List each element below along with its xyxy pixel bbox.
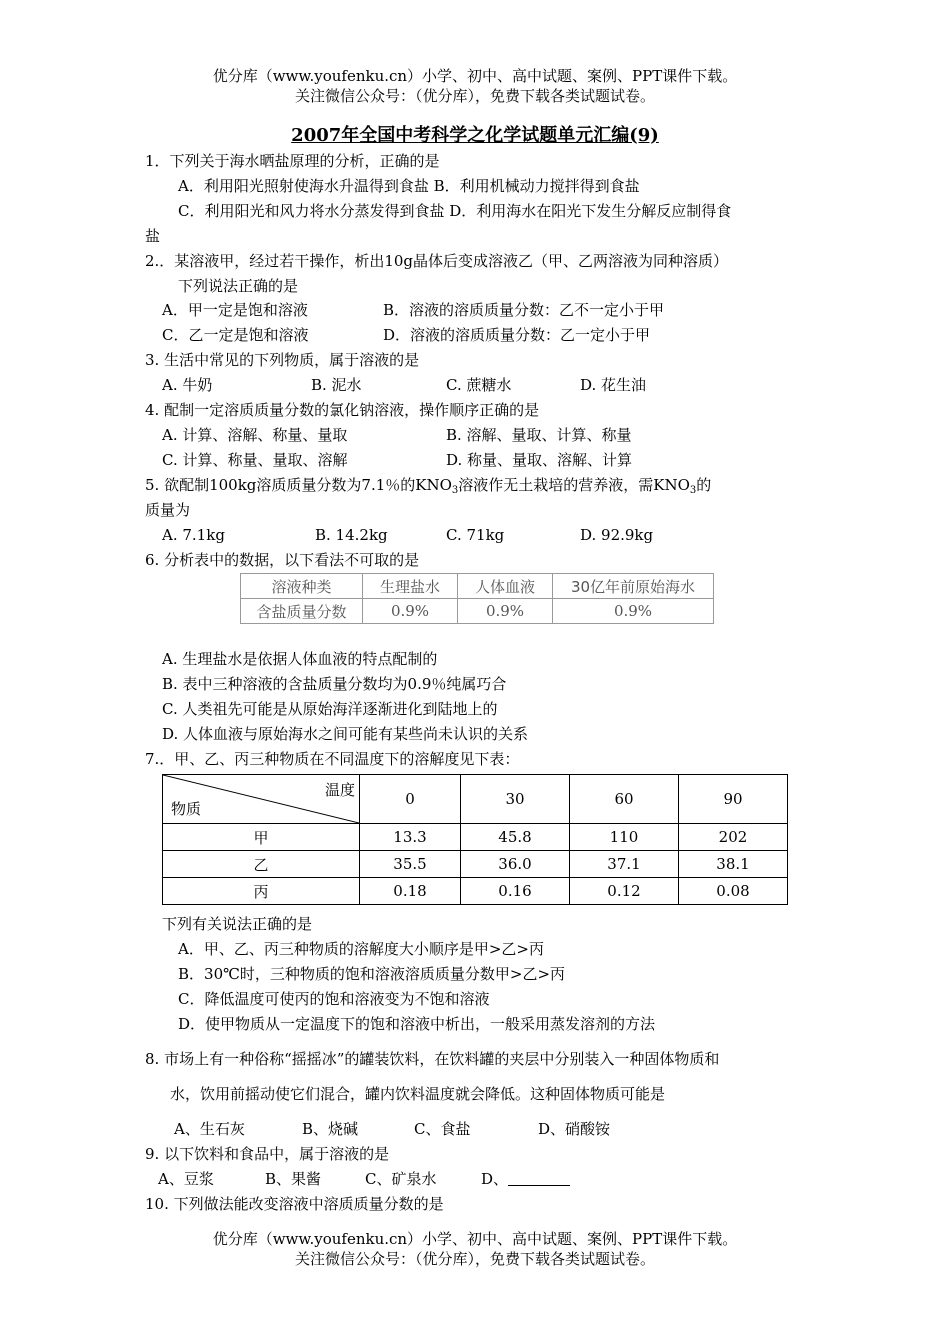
q6-option-b: B. 表中三种溶液的含盐质量分数均为0.9％纯属巧合 (162, 675, 507, 693)
q2-stem-2: 下列说法正确的是 (178, 277, 299, 295)
q6-option-a: A. 生理盐水是依据人体血液的特点配制的 (162, 650, 438, 668)
q6-header-cell: 人体血液 (458, 574, 553, 599)
q6-option-c: C. 人类祖先可能是从原始海洋逐渐进化到陆地上的 (162, 700, 498, 718)
q8-option-a: A、生石灰 (174, 1120, 245, 1138)
q6-value-cell: 0.9% (363, 599, 458, 624)
table-row (163, 851, 788, 878)
q7-corner-bottom: 物质 (171, 800, 202, 818)
q3-option-d: D. 花生油 (580, 376, 647, 394)
q7-value-cell: 37.1 (570, 851, 679, 878)
q6-header-cell: 溶液种类 (241, 574, 363, 599)
q6-row-label: 含盐质量分数 (241, 599, 363, 624)
q7-value-cell: 35.5 (360, 851, 461, 878)
q6-option-d: D. 人体血液与原始海水之间可能有某些尚未认识的关系 (162, 725, 529, 743)
q7-value-cell: 0.16 (461, 878, 570, 905)
q2-option-c: C．乙一定是饱和溶液 (162, 326, 309, 344)
q5-option-d: D. 92.9kg (580, 526, 654, 544)
q2-option-d: D．溶液的溶质质量分数：乙一定小于甲 (383, 326, 651, 344)
q1-stem: 1．下列关于海水晒盐原理的分析，正确的是 (145, 152, 440, 170)
q7-value-cell: 110 (570, 824, 679, 851)
q7-option-a: A．甲、乙、丙三种物质的溶解度大小顺序是甲>乙>丙 (178, 940, 544, 958)
q8-stem-2: 水，饮用前摇动使它们混合，罐内饮料温度就会降低。这种固体物质可能是 (170, 1085, 666, 1103)
q3-stem: 3. 生活中常见的下列物质，属于溶液的是 (145, 351, 420, 369)
q7-option-c: C．降低温度可使丙的饱和溶液变为不饱和溶液 (178, 990, 490, 1008)
q5-stem-2: 质量为 (145, 501, 191, 519)
q3-option-a: A. 牛奶 (162, 376, 213, 394)
q7-temp-header: 0 (360, 775, 461, 824)
footer-line-1: 优分库（www.youfenku.cn）小学、初中、高中试题、案例、PPT课件下载。 (212, 1230, 738, 1248)
q7-corner-cell (163, 775, 360, 824)
q5-stem: 5. 欲配制100kg溶质质量分数为7.1％的$KNO_3$溶液作无土栽培的营养液，需$KNO_3$的 (145, 476, 712, 496)
q8-option-b: B、烧碱 (302, 1120, 359, 1138)
q7-substance-name: 乙 (163, 851, 360, 878)
q1-options-ab: A．利用阳光照射使海水升温得到食盐 B．利用机械动力搅拌得到食盐 (178, 177, 640, 195)
footer-line-2: 关注微信公众号：（优分库），免费下载各类试题试卷。 (294, 1250, 655, 1268)
q1-options-cd: C．利用阳光和风力将水分蒸发得到食盐 D．利用海水在阳光下发生分解反应制得食 (178, 202, 732, 220)
q7-value-cell: 45.8 (461, 824, 570, 851)
q5-option-c: C. 71kg (446, 526, 505, 544)
q9-stem: 9. 以下饮料和食品中，属于溶液的是 (145, 1145, 390, 1163)
answer-blank (508, 1171, 570, 1186)
q9-option-c: C、矿泉水 (365, 1170, 437, 1188)
q4-option-b: B. 溶解、量取、计算、称量 (446, 426, 632, 444)
q6-value-cell: 0.9% (553, 599, 714, 624)
q2-stem: 2.．某溶液甲，经过若干操作，析出10g晶体后变成溶液乙（甲、乙两溶液为同种溶质） (145, 252, 729, 270)
q8-option-c: C、食盐 (414, 1120, 471, 1138)
q1-continuation: 盐 (145, 227, 161, 245)
q2-option-a: A．甲一定是饱和溶液 (162, 301, 308, 319)
q7-substance-name: 甲 (163, 824, 360, 851)
q3-option-b: B. 泥水 (311, 376, 362, 394)
q7-value-cell: 38.1 (679, 851, 788, 878)
q8-option-d: D、硝酸铵 (538, 1120, 611, 1138)
q4-option-a: A. 计算、溶解、称量、量取 (162, 426, 348, 444)
q7-value-cell: 13.3 (360, 824, 461, 851)
q8-stem: 8. 市场上有一种俗称“摇摇冰”的罐装饮料，在饮料罐的夹层中分别装入一种固体物质和 (145, 1050, 720, 1068)
q9-option-d: D、 (481, 1169, 570, 1189)
q10-stem: 10. 下列做法能改变溶液中溶质质量分数的是 (145, 1195, 444, 1213)
q6-stem: 6. 分析表中的数据，以下看法不可取的是 (145, 551, 420, 569)
q6-header-cell: 生理盐水 (363, 574, 458, 599)
q2-option-b: B．溶液的溶质质量分数：乙不一定小于甲 (383, 301, 665, 319)
q7-value-cell: 36.0 (461, 851, 570, 878)
q7-value-cell: 202 (679, 824, 788, 851)
q6-header-cell: 30亿年前原始海水 (553, 574, 714, 599)
q7-stem: 7.．甲、乙、丙三种物质在不同温度下的溶解度见下表： (145, 750, 520, 768)
q5-option-b: B. 14.2kg (315, 526, 388, 544)
q6-value-cell: 0.9% (458, 599, 553, 624)
q9-option-b: B、果酱 (265, 1170, 322, 1188)
q7-substance-name: 丙 (163, 878, 360, 905)
q4-stem: 4. 配制一定溶质质量分数的氯化钠溶液，操作顺序正确的是 (145, 401, 540, 419)
header-line-2: 关注微信公众号：（优分库），免费下载各类试题试卷。 (294, 87, 655, 105)
q4-option-d: D. 称量、量取、溶解、计算 (446, 451, 633, 469)
table-row (163, 824, 788, 851)
q7-option-b: B．30℃时，三种物质的饱和溶液溶质质量分数甲>乙>丙 (178, 965, 566, 983)
q7-corner-top: 温度 (324, 781, 355, 799)
q7-temp-header: 30 (461, 775, 570, 824)
page-title: 2007年全国中考科学之化学试题单元汇编(9) (291, 125, 659, 146)
header-line-1: 优分库（www.youfenku.cn）小学、初中、高中试题、案例、PPT课件下载。 (212, 67, 738, 85)
q7-table (162, 774, 788, 905)
q7-value-cell: 0.12 (570, 878, 679, 905)
q7-stem-2: 下列有关说法正确的是 (162, 915, 313, 933)
q7-temp-header: 90 (679, 775, 788, 824)
q6-table (240, 573, 714, 624)
q7-value-cell: 0.08 (679, 878, 788, 905)
q7-value-cell: 0.18 (360, 878, 461, 905)
q4-option-c: C. 计算、称量、量取、溶解 (162, 451, 348, 469)
q9-option-a: A、豆浆 (158, 1170, 214, 1188)
q3-option-c: C. 蔗糖水 (446, 376, 512, 394)
table-row (163, 878, 788, 905)
q5-option-a: A. 7.1kg (162, 526, 225, 544)
q7-temp-header: 60 (570, 775, 679, 824)
q7-option-d: D．使甲物质从一定温度下的饱和溶液中析出，一般采用蒸发溶剂的方法 (178, 1015, 656, 1033)
